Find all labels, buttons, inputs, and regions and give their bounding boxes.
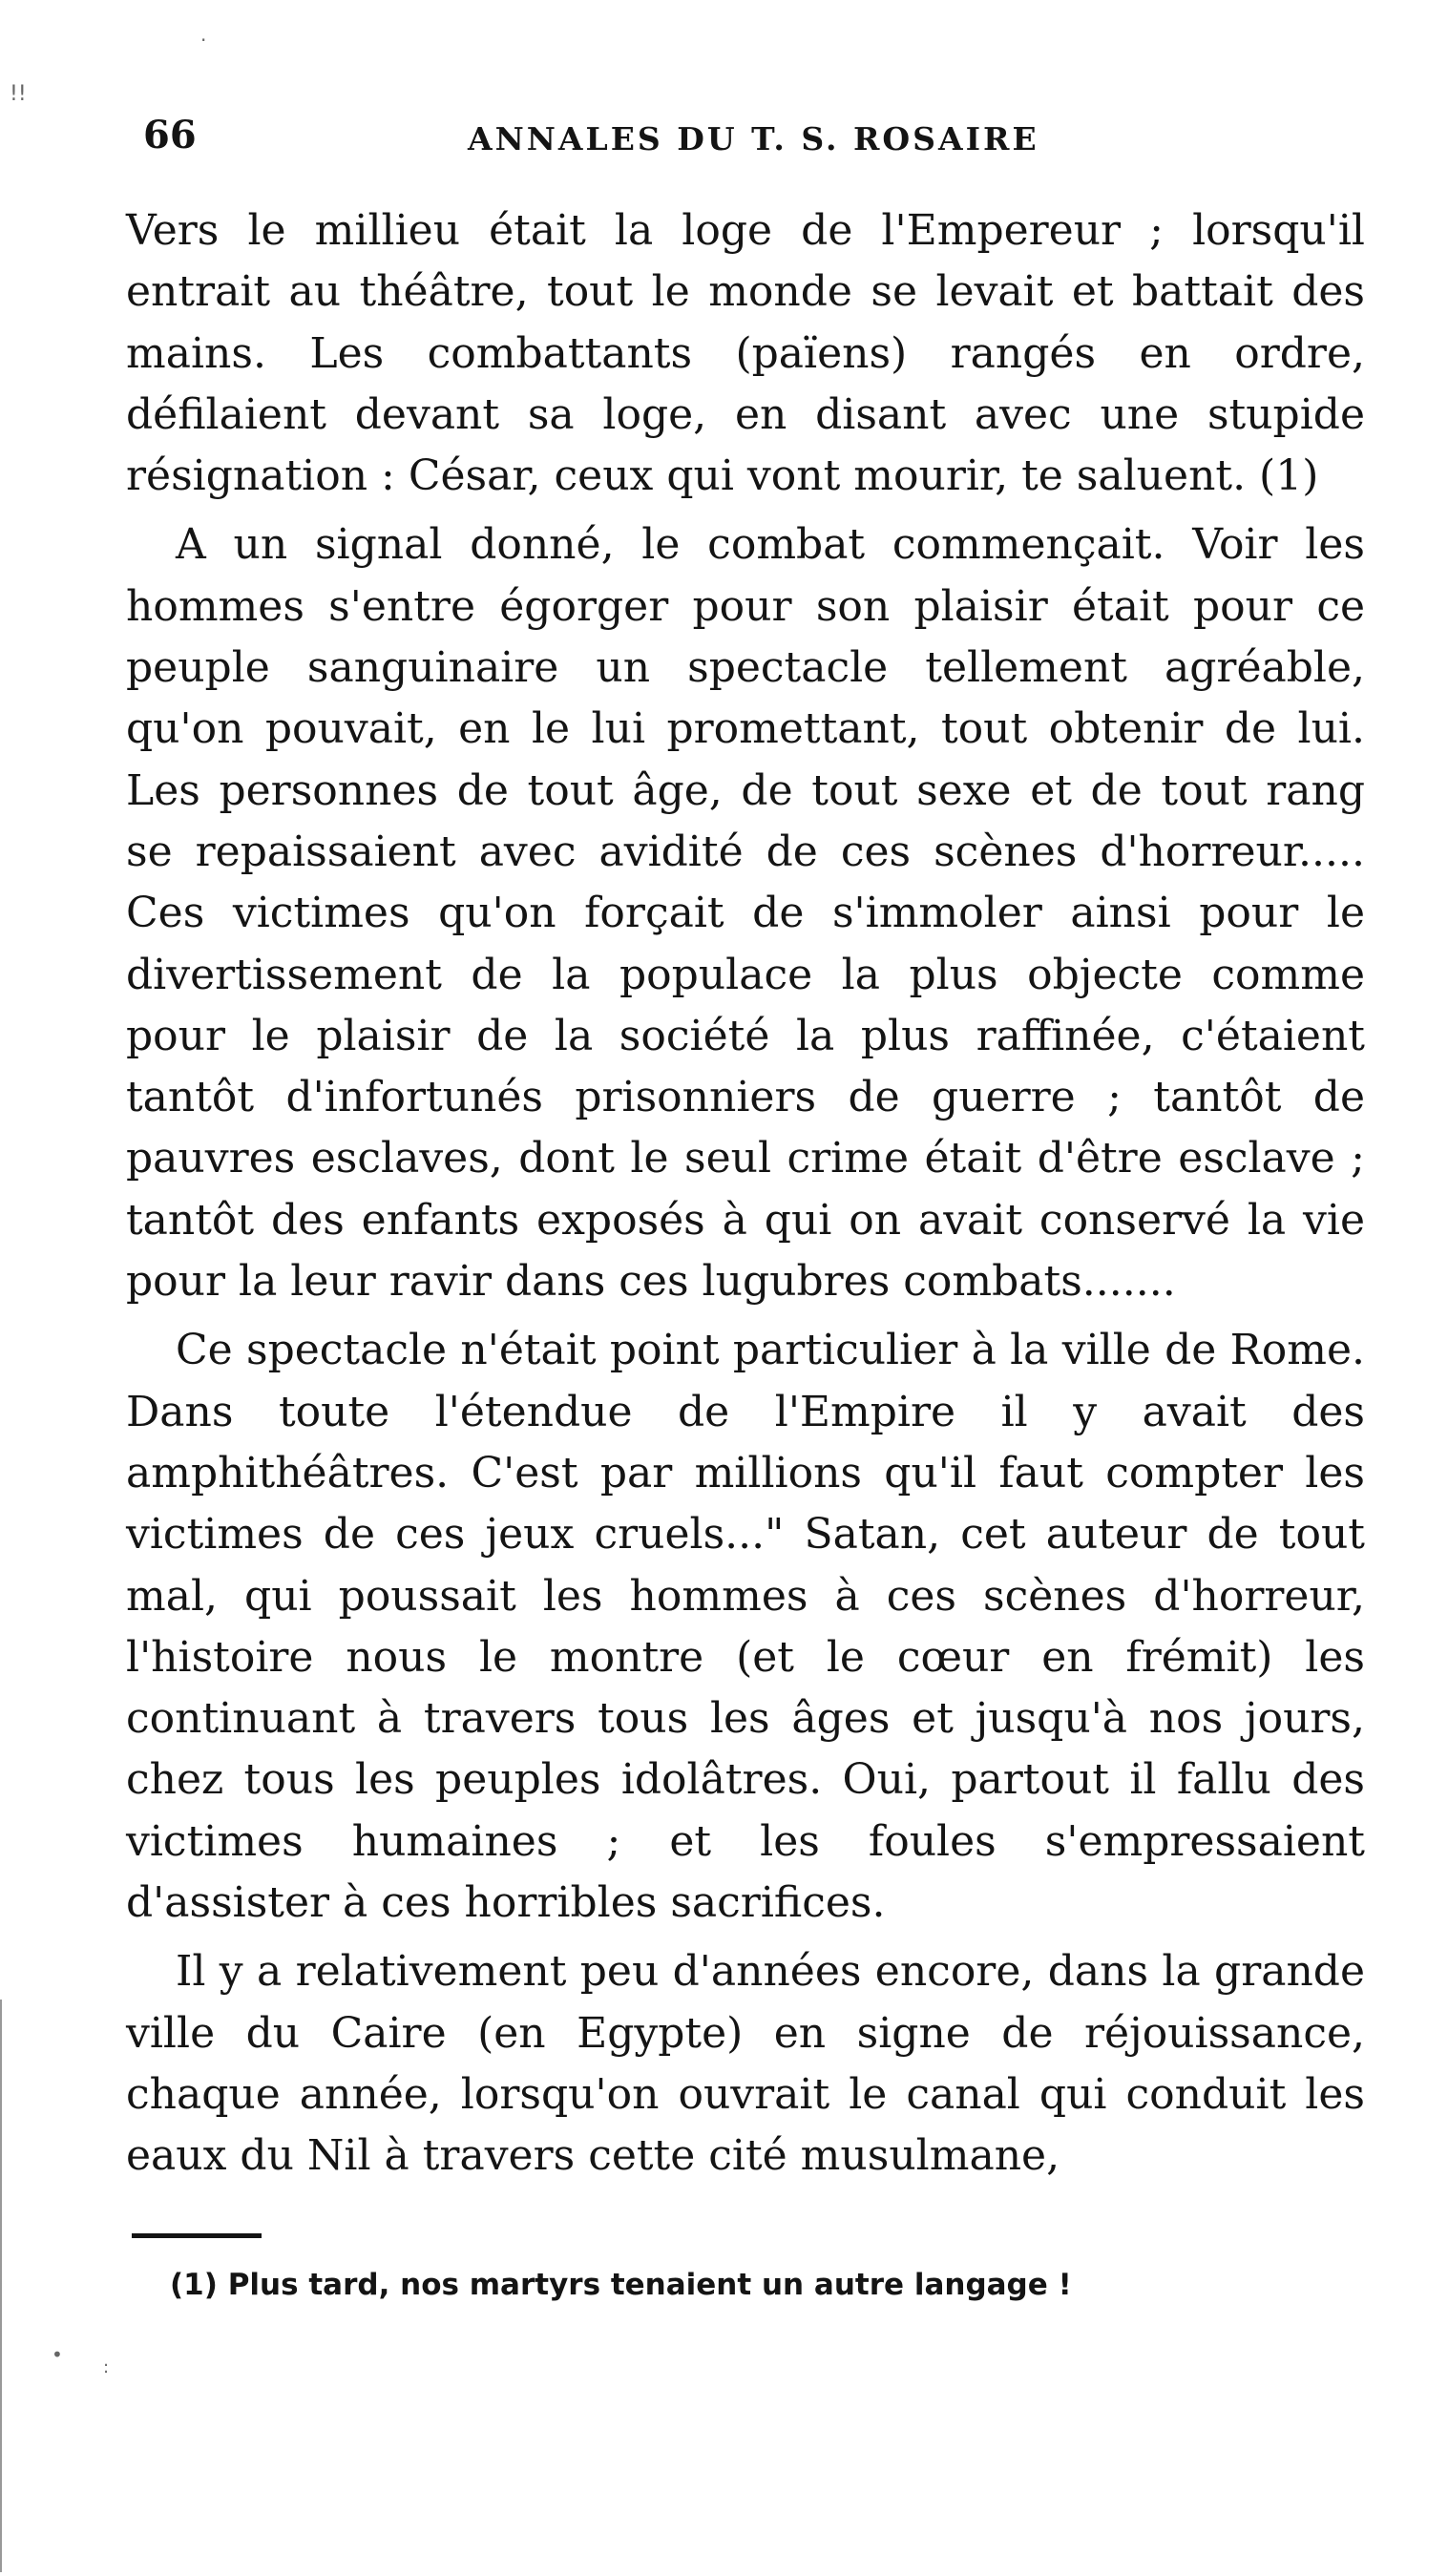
paragraph: Vers le millieu était la loge de l'Empereur ; lorsqu'il entrait au théâtre, tout le monde se levait et battait des mains. Les combattants (païens) rangés en ordre, défilaient devant sa loge, en disant avec une stupide résignation : César, ceux qui vont mourir, te saluent. (1): [126, 206, 1365, 501]
scan-speck: ·: [200, 29, 207, 52]
page-header: [124, 113, 1365, 170]
footnote: [170, 2264, 1315, 2306]
page-number: 66: [143, 113, 197, 157]
paragraph: Il y a relativement peu d'années encore, dans la grande ville du Caire (en Egypte) en signe de réjouissance, chaque année, lorsqu'on ouvrait le canal qui conduit les eaux du Nil à travers cette cité musulmane,: [126, 1947, 1365, 2181]
scan-speck: !!: [10, 82, 27, 106]
page-edge-shadow: [0, 2000, 2, 2572]
body-text: [126, 200, 1365, 2188]
footnote-rule: [132, 2233, 262, 2238]
paragraph: A un signal donné, le combat commençait. Voir les hommes s'entre égorger pour son plaisir était pour ce peuple sanguinaire un spectacle tellement agréable, qu'on pouvait, en le lui promettant, tout obtenir de lui. Les personnes de tout âge, de tout sexe et de tout rang se repaissaient avec avidité de ces scènes d'horreur..... Ces victimes qu'on forçait de s'immoler ainsi pour le divertissement de la populace la plus objecte comme pour le plaisir de la société la plus raffinée, c'étaient tantôt d'infortunés prisonniers de guerre ; tantôt de pauvres esclaves, dont le seul crime était d'être esclave ; tantôt des enfants exposés à qui on avait conservé la vie pour la leur ravir dans ces lugubres combats.......: [126, 520, 1365, 1307]
running-head: ANNALES DU T. S. ROSAIRE: [468, 120, 1039, 157]
scan-speck: :: [103, 2357, 110, 2377]
footnote-marker: (1): [170, 2268, 218, 2302]
scan-speck: •: [52, 2343, 63, 2366]
paragraph: Ce spectacle n'était point particulier à la ville de Rome. Dans toute l'étendue de l'Empire il y avait des amphithéâtres. C'est par millions qu'il faut compter les victimes de ces jeux cruels..." Satan, cet auteur de tout mal, qui poussait les hommes à ces scènes d'horreur, l'histoire nous le montre (et le cœur en frémit) les continuant à travers tous les âges et jusqu'à nos jours, chez tous les peuples idolâtres. Oui, partout il fallu des victimes humaines ; et les foules s'empressaient d'assister à ces horribles sacrifices.: [126, 1326, 1365, 1928]
footnote-text: Plus tard, nos martyrs tenaient un autre langage !: [227, 2268, 1072, 2302]
